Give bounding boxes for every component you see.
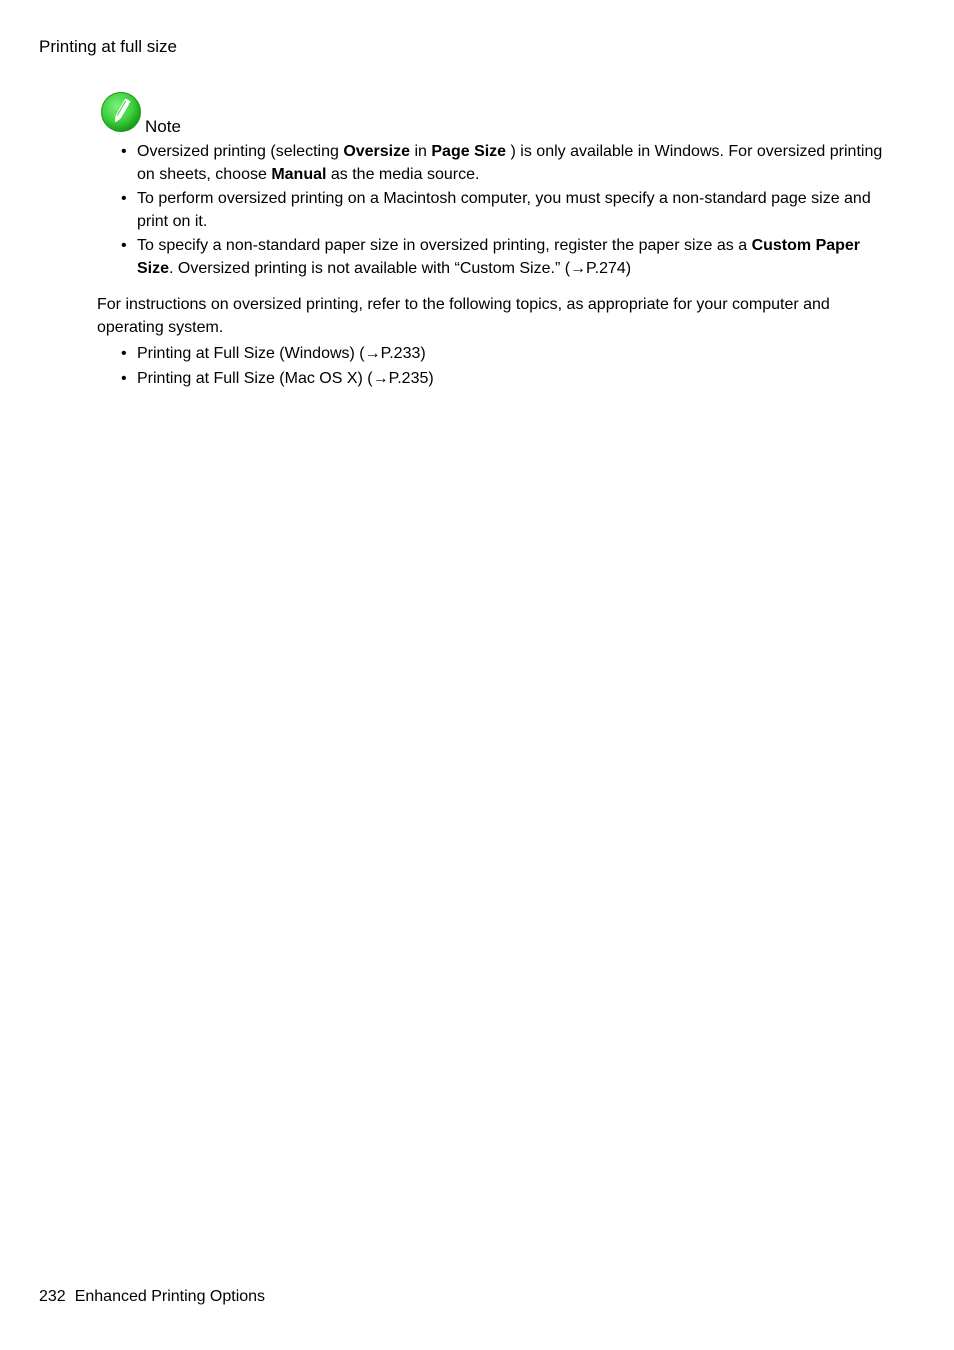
bold-term: Custom Paper Size xyxy=(137,237,861,277)
bold-term: Oversize xyxy=(343,143,411,160)
footer-section: Enhanced Printing Options xyxy=(74,1288,266,1305)
note-label: Note xyxy=(145,117,181,136)
bold-term: Page Size xyxy=(431,143,507,160)
note-item: • To specify a non-standard paper size in oversized printing, register the paper size as a Custom Paper Size. Oversized printing is not available with “Custom Size.” (→P.274) xyxy=(120,234,890,280)
intro-paragraph: For instructions on oversized printing, refer to the following topics, as appropriate for your computer and operating system. xyxy=(97,296,830,336)
page-number: 232 xyxy=(39,1288,66,1305)
topic-links xyxy=(120,341,720,391)
note-item: • To perform oversized printing on a Macintosh computer, you must specify a non-standard page size and print on it. xyxy=(120,187,890,233)
page-footer xyxy=(39,1287,265,1307)
note-list xyxy=(120,140,890,281)
topic-link-windows[interactable]: • Printing at Full Size (Windows) (→P.233) xyxy=(120,341,720,366)
bold-term: Manual xyxy=(271,166,327,183)
topic-link-mac[interactable]: • Printing at Full Size (Mac OS X) (→P.235) xyxy=(120,366,720,391)
note-pencil-icon xyxy=(100,91,142,133)
note-item: • Oversized printing (selecting Oversize in Page Size ) is only available in Windows. For oversized printing on sheets, choose Manual as the media source. xyxy=(120,140,890,186)
running-header: Printing at full size xyxy=(39,37,177,56)
